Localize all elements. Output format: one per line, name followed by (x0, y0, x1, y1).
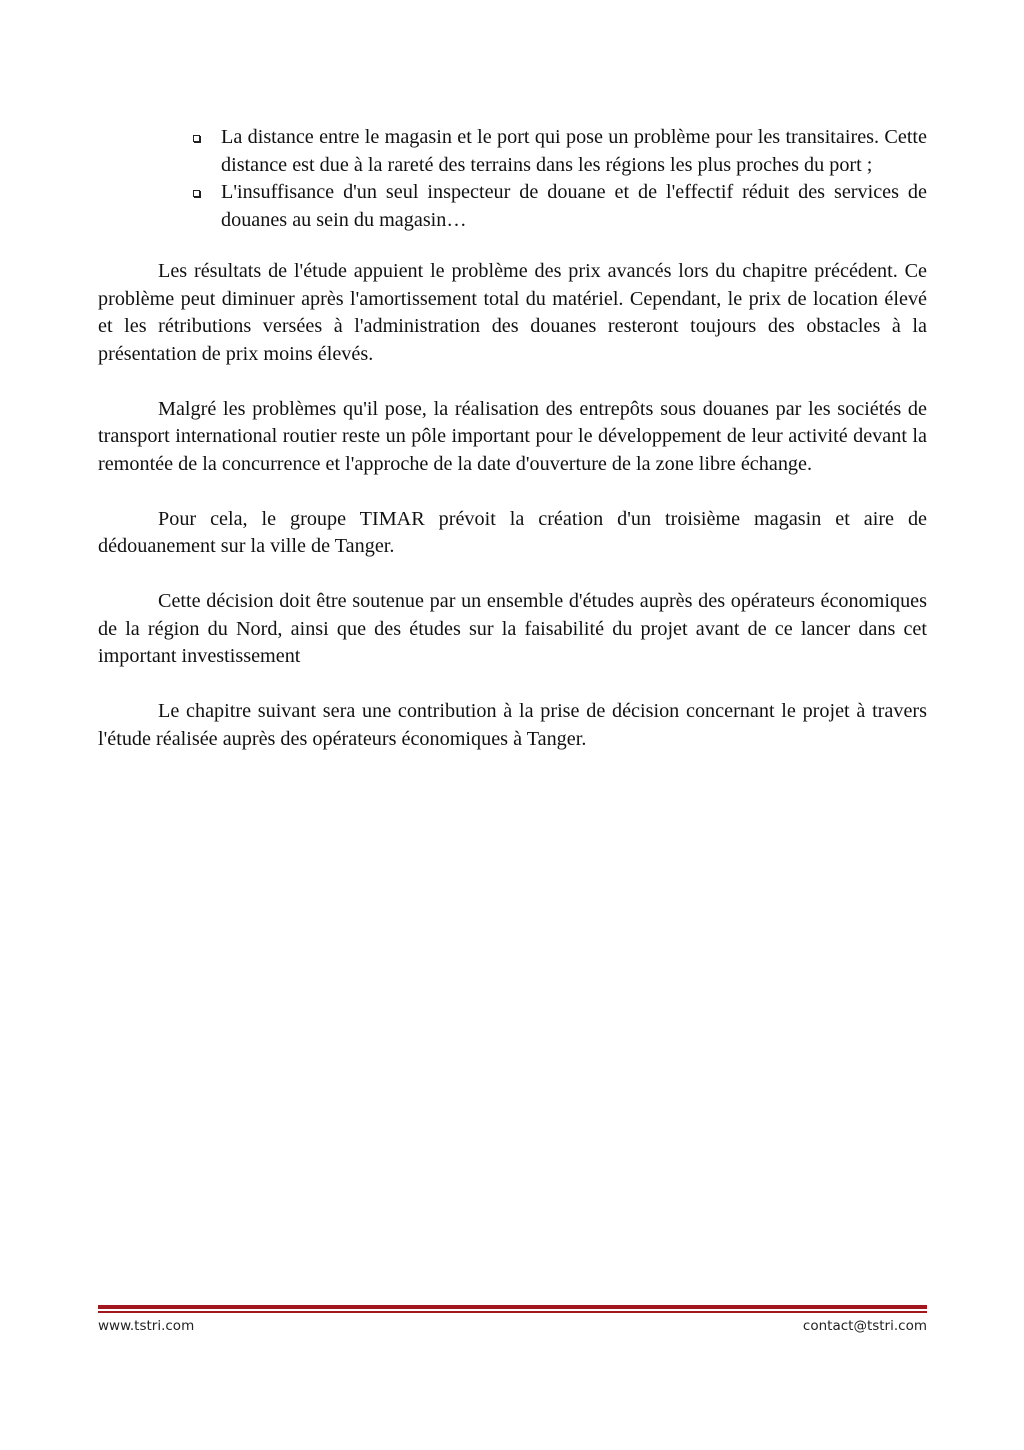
square-bullet-icon (193, 190, 200, 197)
paragraph-results: Les résultats de l'étude appuient le problème des prix avancés lors du chapitre précédent. Ce problème peut diminuer après l'amortissement total du matériel. Cependant, le prix de location élevé et les rétributions versées à l'administration des douanes resteront toujours des obstacles à la présentation de prix moins élevés. (98, 260, 927, 365)
footer-website[interactable]: www.tstri.com (98, 1318, 195, 1334)
list-item (221, 124, 927, 179)
bullet-text: La distance entre le magasin et le port qui pose un problème pour les transitaires. Cette distance est due à la rareté des terrains dans les régions les plus proches du port ; (221, 126, 927, 176)
footer-divider-thin (98, 1311, 927, 1313)
paragraph-next-chapter: Le chapitre suivant sera une contribution à la prise de décision concernant le projet à travers l'étude réalisée auprès des opérateurs économiques à Tanger. (98, 700, 927, 750)
document-body (98, 124, 927, 781)
bullet-list (98, 124, 927, 234)
paragraph-warehouses: Malgré les problèmes qu'il pose, la réalisation des entrepôts sous douanes par les sociétés de transport international routier reste un pôle important pour le développement de leur activité devant la remontée de la concurrence et l'approche de la date d'ouverture de la zone libre échange. (98, 397, 927, 475)
square-bullet-icon (193, 135, 200, 142)
footer-email[interactable]: contact@tstri.com (802, 1318, 927, 1334)
bullet-text: L'insuffisance d'un seul inspecteur de douane et de l'effectif réduit des services de douanes au sein du magasin… (221, 181, 927, 231)
paragraph-timar: Pour cela, le groupe TIMAR prévoit la création d'un troisième magasin et aire de dédouanement sur la ville de Tanger. (98, 507, 927, 557)
paragraph-decision: Cette décision doit être soutenue par un ensemble d'études auprès des opérateurs économiques de la région du Nord, ainsi que des études sur la faisabilité du projet avant de ce lancer dans cet important investissement (98, 590, 927, 667)
list-item (221, 179, 927, 234)
footer-divider (98, 1305, 927, 1309)
